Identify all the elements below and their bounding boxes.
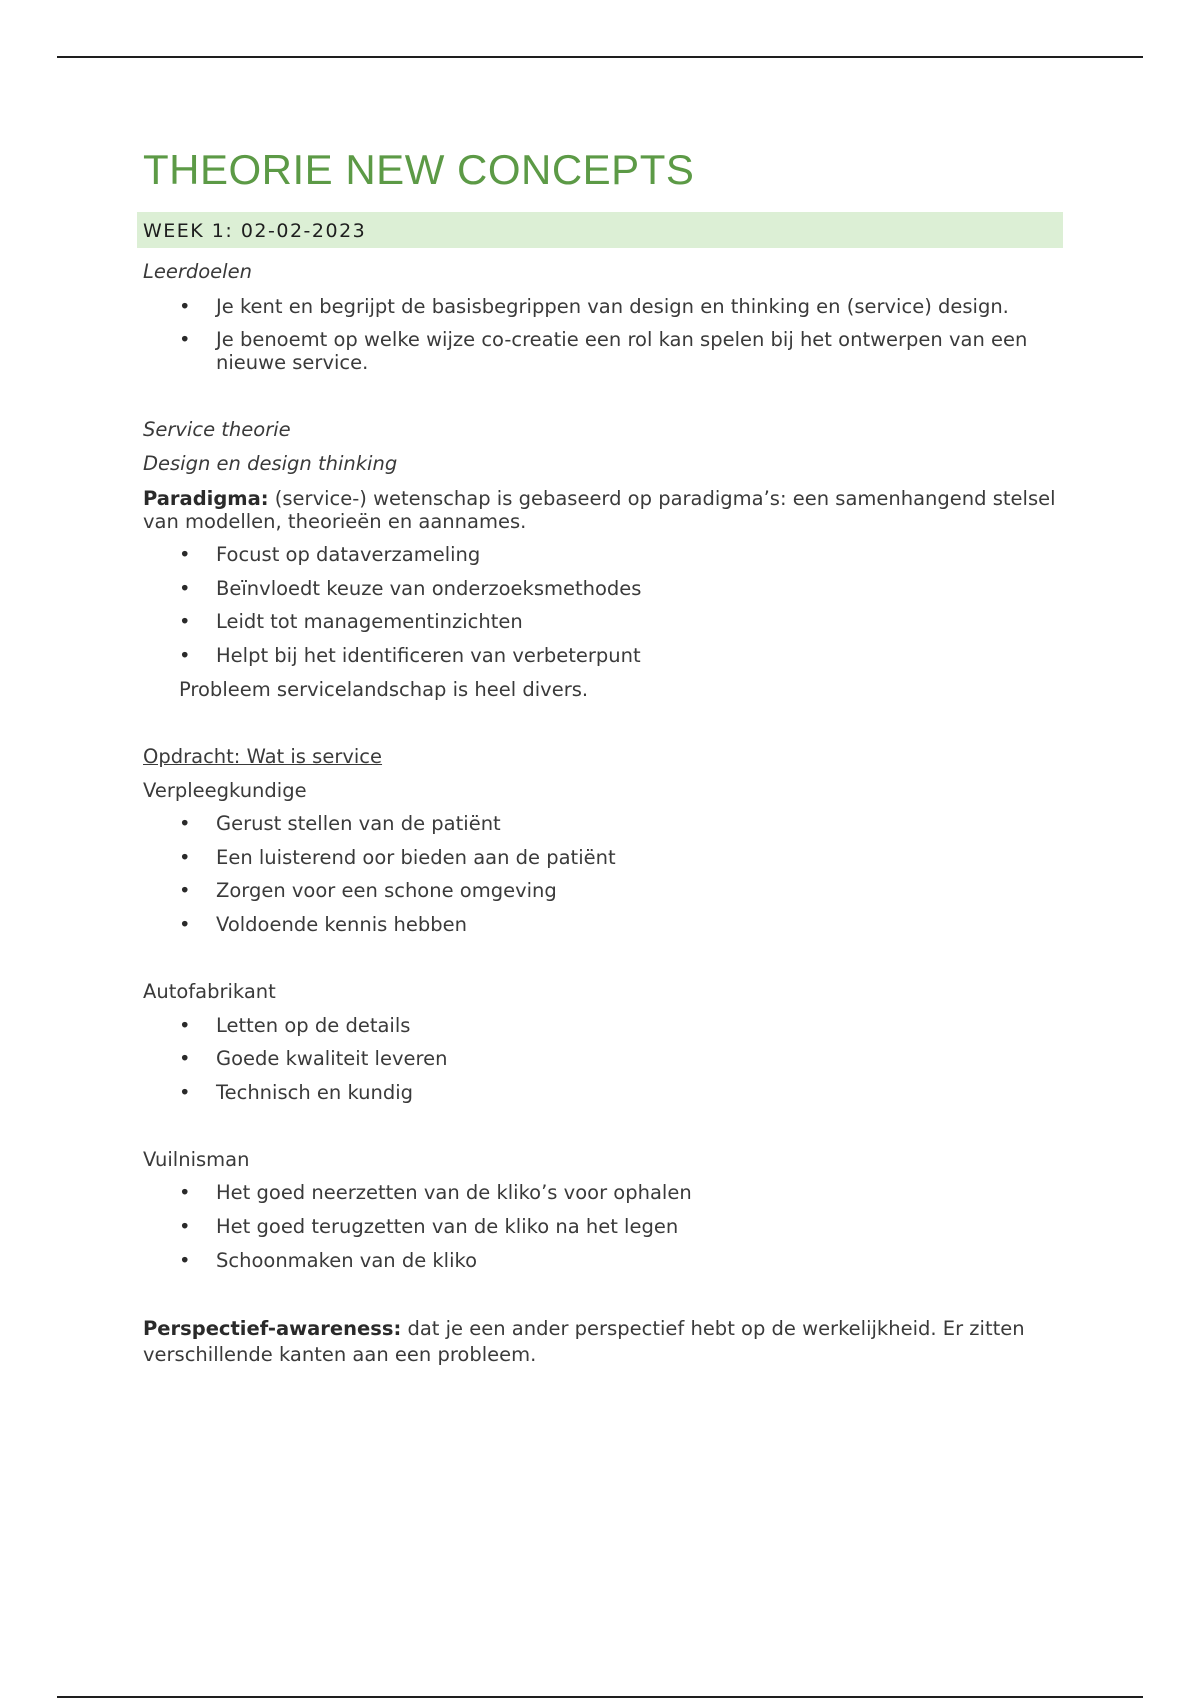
paradigma-text: (service-) wetenschap is gebaseerd op paradigma’s: een samenhangend stelsel van modellen, theorieën en aannames. [143, 487, 1056, 533]
bullet-icon: • [179, 846, 191, 869]
bullet-icon: • [179, 577, 191, 600]
group-1-item-2: Een luisterend oor bieden aan de patiënt [216, 846, 616, 869]
paradigma-term: Paradigma: [143, 487, 269, 510]
perspectief-text: dat je een ander perspectief hebt op de werkelijkheid. Er zitten verschillende kanten aan een probleem. [143, 1317, 1025, 1366]
service-theorie-heading: Service theorie [143, 418, 291, 441]
paradigma-item-2: Beïnvloedt keuze van onderzoeksmethodes [216, 577, 642, 600]
paradigma-item-3: Leidt tot managementinzichten [216, 610, 523, 633]
bullet-icon: • [179, 812, 191, 835]
document-title: THEORIE NEW CONCEPTS [143, 146, 695, 193]
group-2-item-1: Letten op de details [216, 1014, 411, 1037]
leerdoelen-heading: Leerdoelen [143, 260, 252, 283]
bullet-icon: • [179, 1014, 191, 1037]
bullet-icon: • [179, 644, 191, 667]
bullet-icon: • [179, 610, 191, 633]
group-1-item-1: Gerust stellen van de patiënt [216, 812, 501, 835]
leerdoel-item-2: Je benoemt op welke wijze co-creatie een rol kan spelen bij het ontwerpen van een nieuwe service. [216, 328, 1028, 374]
bullet-icon: • [179, 913, 191, 936]
bullet-icon: • [179, 328, 191, 351]
group-3-item-2: Het goed terugzetten van de kliko na het legen [216, 1215, 679, 1238]
perspectief-definition [143, 1316, 1063, 1368]
group-2-item-2: Goede kwaliteit leveren [216, 1047, 448, 1070]
week-heading: WEEK 1: 02-02-2023 [143, 220, 367, 242]
bullet-icon: • [179, 1181, 191, 1204]
paradigma-item-4: Helpt bij het identificeren van verbeterpunt [216, 644, 641, 667]
week-heading-bar [137, 212, 1063, 248]
bullet-icon: • [179, 543, 191, 566]
paradigma-item-1: Focust op dataverzameling [216, 543, 481, 566]
perspectief-term: Perspectief-awareness: [143, 1317, 402, 1340]
design-thinking-heading: Design en design thinking [143, 452, 398, 475]
bullet-icon: • [179, 1249, 191, 1272]
bullet-icon: • [179, 879, 191, 902]
group-1-item-4: Voldoende kennis hebben [216, 913, 467, 936]
paradigma-definition [143, 487, 1063, 533]
paradigma-note: Probleem servicelandschap is heel divers. [179, 678, 589, 701]
footer-rule [57, 1696, 1143, 1698]
bullet-icon: • [179, 1081, 191, 1104]
group-name-verpleegkundige: Verpleegkundige [143, 779, 307, 802]
header-rule [57, 56, 1143, 58]
leerdoel-item-1: Je kent en begrijpt de basisbegrippen van design en thinking en (service) design. [216, 295, 1009, 318]
bullet-icon: • [179, 295, 191, 318]
bullet-icon: • [179, 1047, 191, 1070]
group-2-item-3: Technisch en kundig [216, 1081, 414, 1104]
group-1-item-3: Zorgen voor een schone omgeving [216, 879, 557, 902]
opdracht-heading: Opdracht: Wat is service [143, 745, 383, 768]
group-3-item-3: Schoonmaken van de kliko [216, 1249, 478, 1272]
bullet-icon: • [179, 1215, 191, 1238]
group-3-item-1: Het goed neerzetten van de kliko’s voor ophalen [216, 1181, 692, 1204]
group-name-vuilnisman: Vuilnisman [143, 1148, 250, 1171]
group-name-autofabrikant: Autofabrikant [143, 980, 276, 1003]
